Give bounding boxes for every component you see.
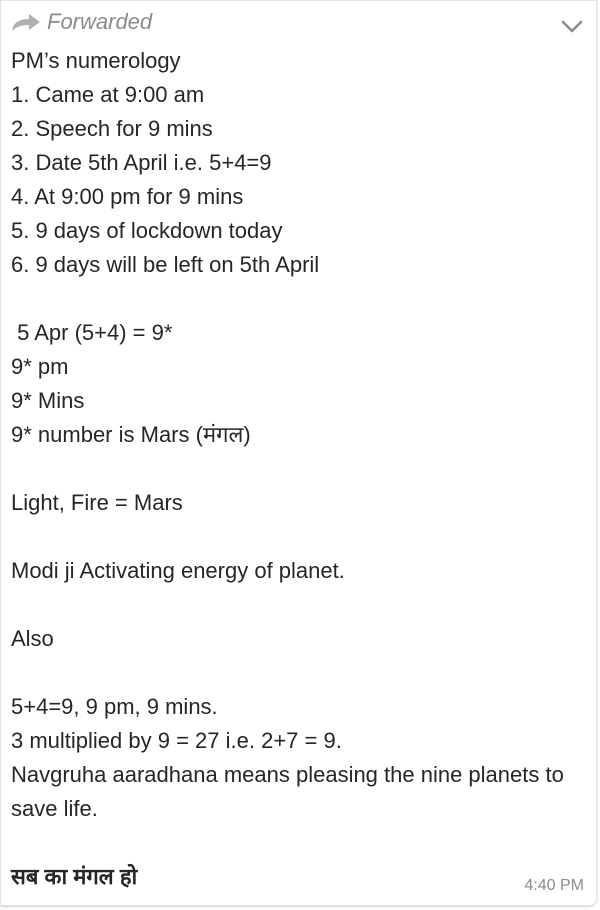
message-line: 1. Came at 9:00 am: [11, 82, 205, 107]
message-line: [11, 588, 596, 622]
message-line: PM’s numerology: [11, 48, 181, 73]
message-text: [11, 44, 596, 894]
message-line: Modi ji Activating energy of planet.: [11, 558, 345, 583]
forward-arrow-icon: [11, 13, 41, 31]
message-line: [11, 656, 596, 690]
message-line: 5 Apr (5+4) = 9*: [11, 320, 173, 345]
message-line: 9* Mins: [11, 388, 85, 413]
message-line: 3. Date 5th April i.e. 5+4=9: [11, 150, 272, 175]
message-line: 5+4=9, 9 pm, 9 mins.: [11, 694, 218, 719]
forwarded-indicator: [11, 9, 152, 35]
message-timestamp: 4:40 PM: [524, 877, 584, 894]
message-line: 3 multiplied by 9 = 27 i.e. 2+7 = 9.: [11, 728, 342, 753]
message-line: [11, 520, 596, 554]
message-line: 6. 9 days will be left on 5th April: [11, 252, 320, 277]
message-line: Also: [11, 626, 54, 651]
message-line: 5. 9 days of lockdown today: [11, 218, 283, 243]
message-line: 4. At 9:00 pm for 9 mins: [11, 184, 244, 209]
message-line: 9* pm: [11, 354, 69, 379]
message-line: 9* number is Mars (मंगल): [11, 422, 251, 447]
message-line: 2. Speech for 9 mins: [11, 116, 213, 141]
forwarded-label: Forwarded: [47, 9, 153, 34]
message-line: [11, 826, 596, 860]
message-line-bold: सब का मंगल हो: [11, 864, 138, 889]
chevron-down-icon[interactable]: [561, 19, 583, 35]
message-line: Navgruha aaradhana means pleasing the nine planets to save life.: [11, 762, 564, 821]
message-line: [11, 452, 596, 486]
message-line: Light, Fire = Mars: [11, 490, 183, 515]
message-line: [11, 282, 596, 316]
